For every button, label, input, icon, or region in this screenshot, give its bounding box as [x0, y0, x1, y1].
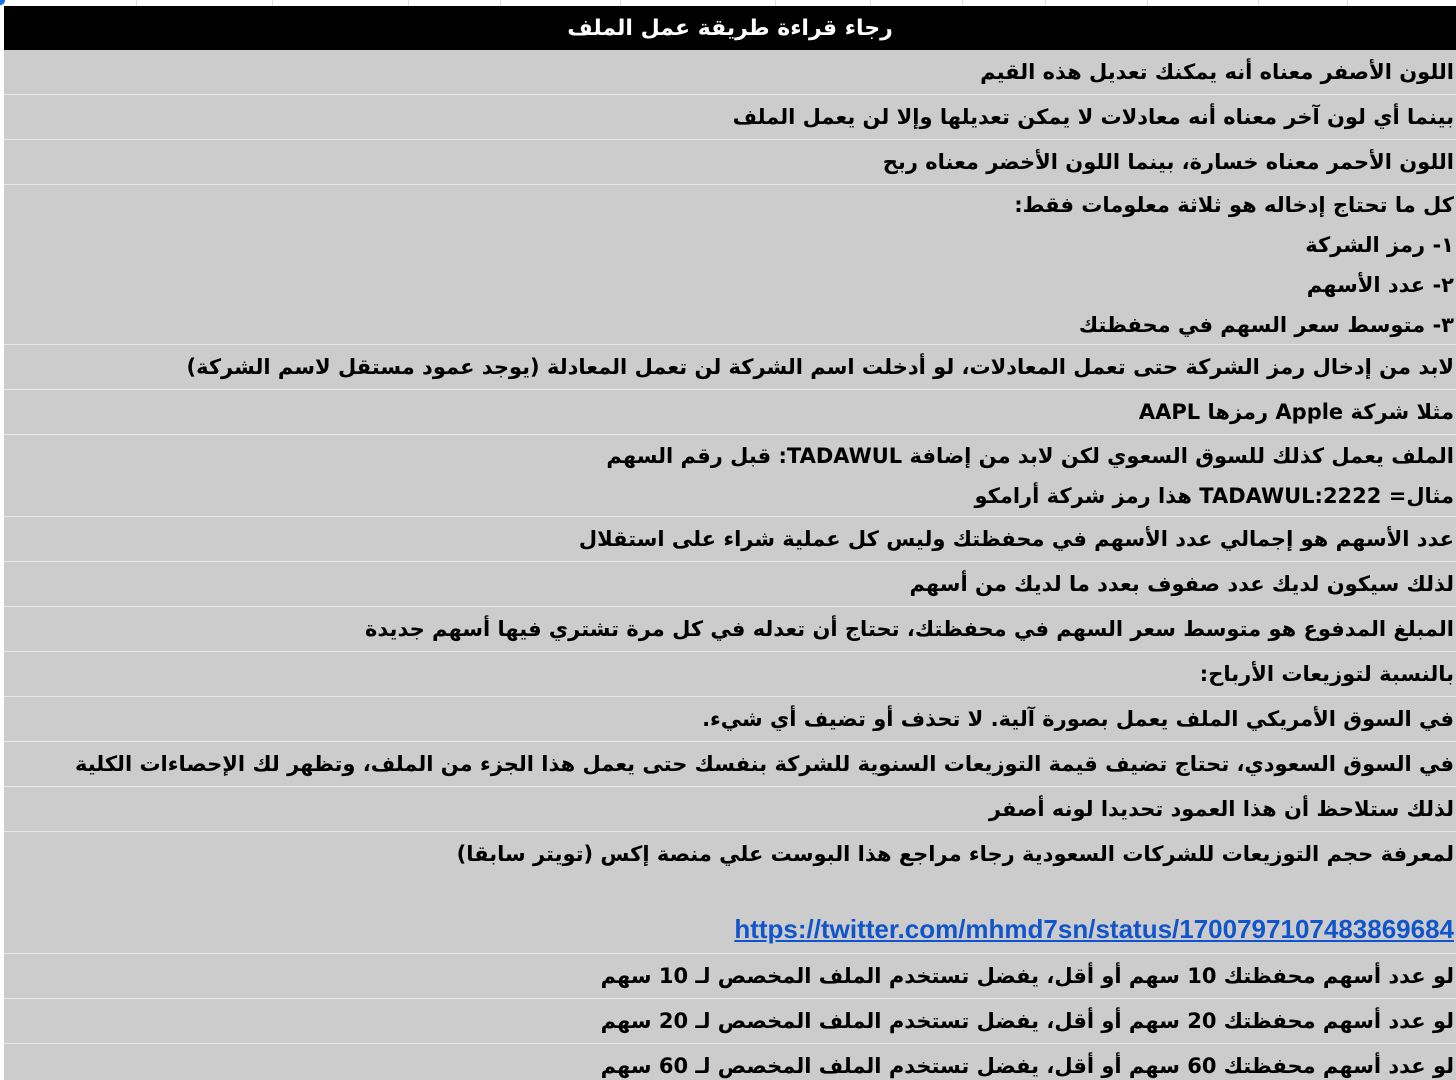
instruction-row[interactable] — [4, 185, 1456, 345]
cell-text: لابد من إدخال رمز الشركة حتى تعمل المعادلات، لو أدخلت اسم الشركة لن تعمل المعادلة (يوجد عمود مستقل لاسم الشركة) — [186, 355, 1454, 379]
instruction-row[interactable] — [4, 954, 1456, 999]
cell-text: عدد الأسهم هو إجمالي عدد الأسهم في محفظتك وليس كل عملية شراء على استقلال — [578, 527, 1454, 551]
cell-text: ٣- متوسط سعر السهم في محفظتك — [1078, 312, 1454, 337]
cell-text: لذلك سيكون لديك عدد صفوف بعدد ما لديك من أسهم — [909, 572, 1454, 596]
cell-text: ٢- عدد الأسهم — [1306, 272, 1454, 297]
cell-text: الملف يعمل كذلك للسوق السعوي لكن لابد من إضافة TADAWUL: قبل رقم السهم — [606, 443, 1454, 468]
cell-text: المبلغ المدفوع هو متوسط سعر السهم في محفظتك، تحتاج أن تعدله في كل مرة تشتري فيها أسهم جديدة — [365, 617, 1454, 641]
cell-text: اللون الأصفر معناه أنه يمكنك تعديل هذه القيم — [980, 60, 1454, 84]
instruction-row[interactable] — [4, 652, 1456, 697]
cell-text: مثلا شركة Apple رمزها AAPL — [1138, 400, 1454, 424]
twitter-post-link[interactable]: https://twitter.com/mhmd7sn/status/1700797107483869684 — [734, 914, 1454, 944]
instruction-row[interactable] — [4, 697, 1456, 742]
cell-text: لذلك ستلاحظ أن هذا العمود تحديدا لونه أصفر — [988, 797, 1454, 821]
cell-text: لمعرفة حجم التوزيعات للشركات السعودية رجاء مراجع هذا البوست علي منصة إكس (تويتر سابقا) — [456, 842, 1454, 866]
instruction-row[interactable] — [4, 562, 1456, 607]
cell-text: لو عدد أسهم محفظتك 20 سهم أو أقل، يفضل تستخدم الملف المخصص لـ 20 سهم — [600, 1009, 1454, 1033]
cell-text: ١- رمز الشركة — [1305, 232, 1454, 257]
instruction-row[interactable] — [4, 140, 1456, 185]
cell-text: مثال= TADAWUL:2222 هذا رمز شركة أرامكو — [974, 483, 1454, 508]
instruction-row[interactable] — [4, 1044, 1456, 1080]
instruction-row[interactable] — [4, 607, 1456, 652]
instructions-header-cell[interactable] — [4, 6, 1456, 50]
cell-text: في السوق السعودي، تحتاج تضيف قيمة التوزيعات السنوية للشركة بنفسك حتى يعمل هذا الجزء من الملف، وتظهر لك الإحصاءات الكلية — [74, 752, 1454, 776]
link-line — [8, 909, 1454, 951]
cell-text: كل ما تحتاج إدخاله هو ثلاثة معلومات فقط: — [1014, 192, 1454, 217]
instruction-row[interactable] — [4, 50, 1456, 95]
instruction-row[interactable] — [4, 95, 1456, 140]
cell-text: بالنسبة لتوزيعات الأرباح: — [1199, 662, 1454, 686]
spreadsheet-grid — [0, 6, 1456, 1080]
instruction-row[interactable] — [4, 345, 1456, 390]
cell-text: اللون الأحمر معناه خسارة، بينما اللون الأخضر معناه ربح — [882, 150, 1454, 174]
header-title: رجاء قراءة طريقة عمل الملف — [567, 15, 893, 41]
instruction-row[interactable] — [4, 999, 1456, 1044]
instruction-row[interactable] — [4, 742, 1456, 787]
cell-text: بينما أي لون آخر معناه أنه معادلات لا يمكن تعديلها وإلا لن يعمل الملف — [732, 105, 1454, 129]
instruction-row[interactable] — [4, 517, 1456, 562]
instruction-rows — [4, 50, 1456, 1080]
cell-text: لو عدد أسهم محفظتك 10 سهم أو أقل، يفضل تستخدم الملف المخصص لـ 10 سهم — [600, 964, 1454, 988]
instruction-row[interactable] — [4, 390, 1456, 435]
dividends-post-row[interactable] — [4, 832, 1456, 954]
cell-text: في السوق الأمريكي الملف يعمل بصورة آلية. لا تحذف أو تضيف أي شيء. — [702, 707, 1454, 731]
instruction-row[interactable] — [4, 435, 1456, 517]
instruction-row[interactable] — [4, 787, 1456, 832]
cell-text: لو عدد أسهم محفظتك 60 سهم أو أقل، يفضل تستخدم الملف المخصص لـ 60 سهم — [600, 1054, 1454, 1078]
